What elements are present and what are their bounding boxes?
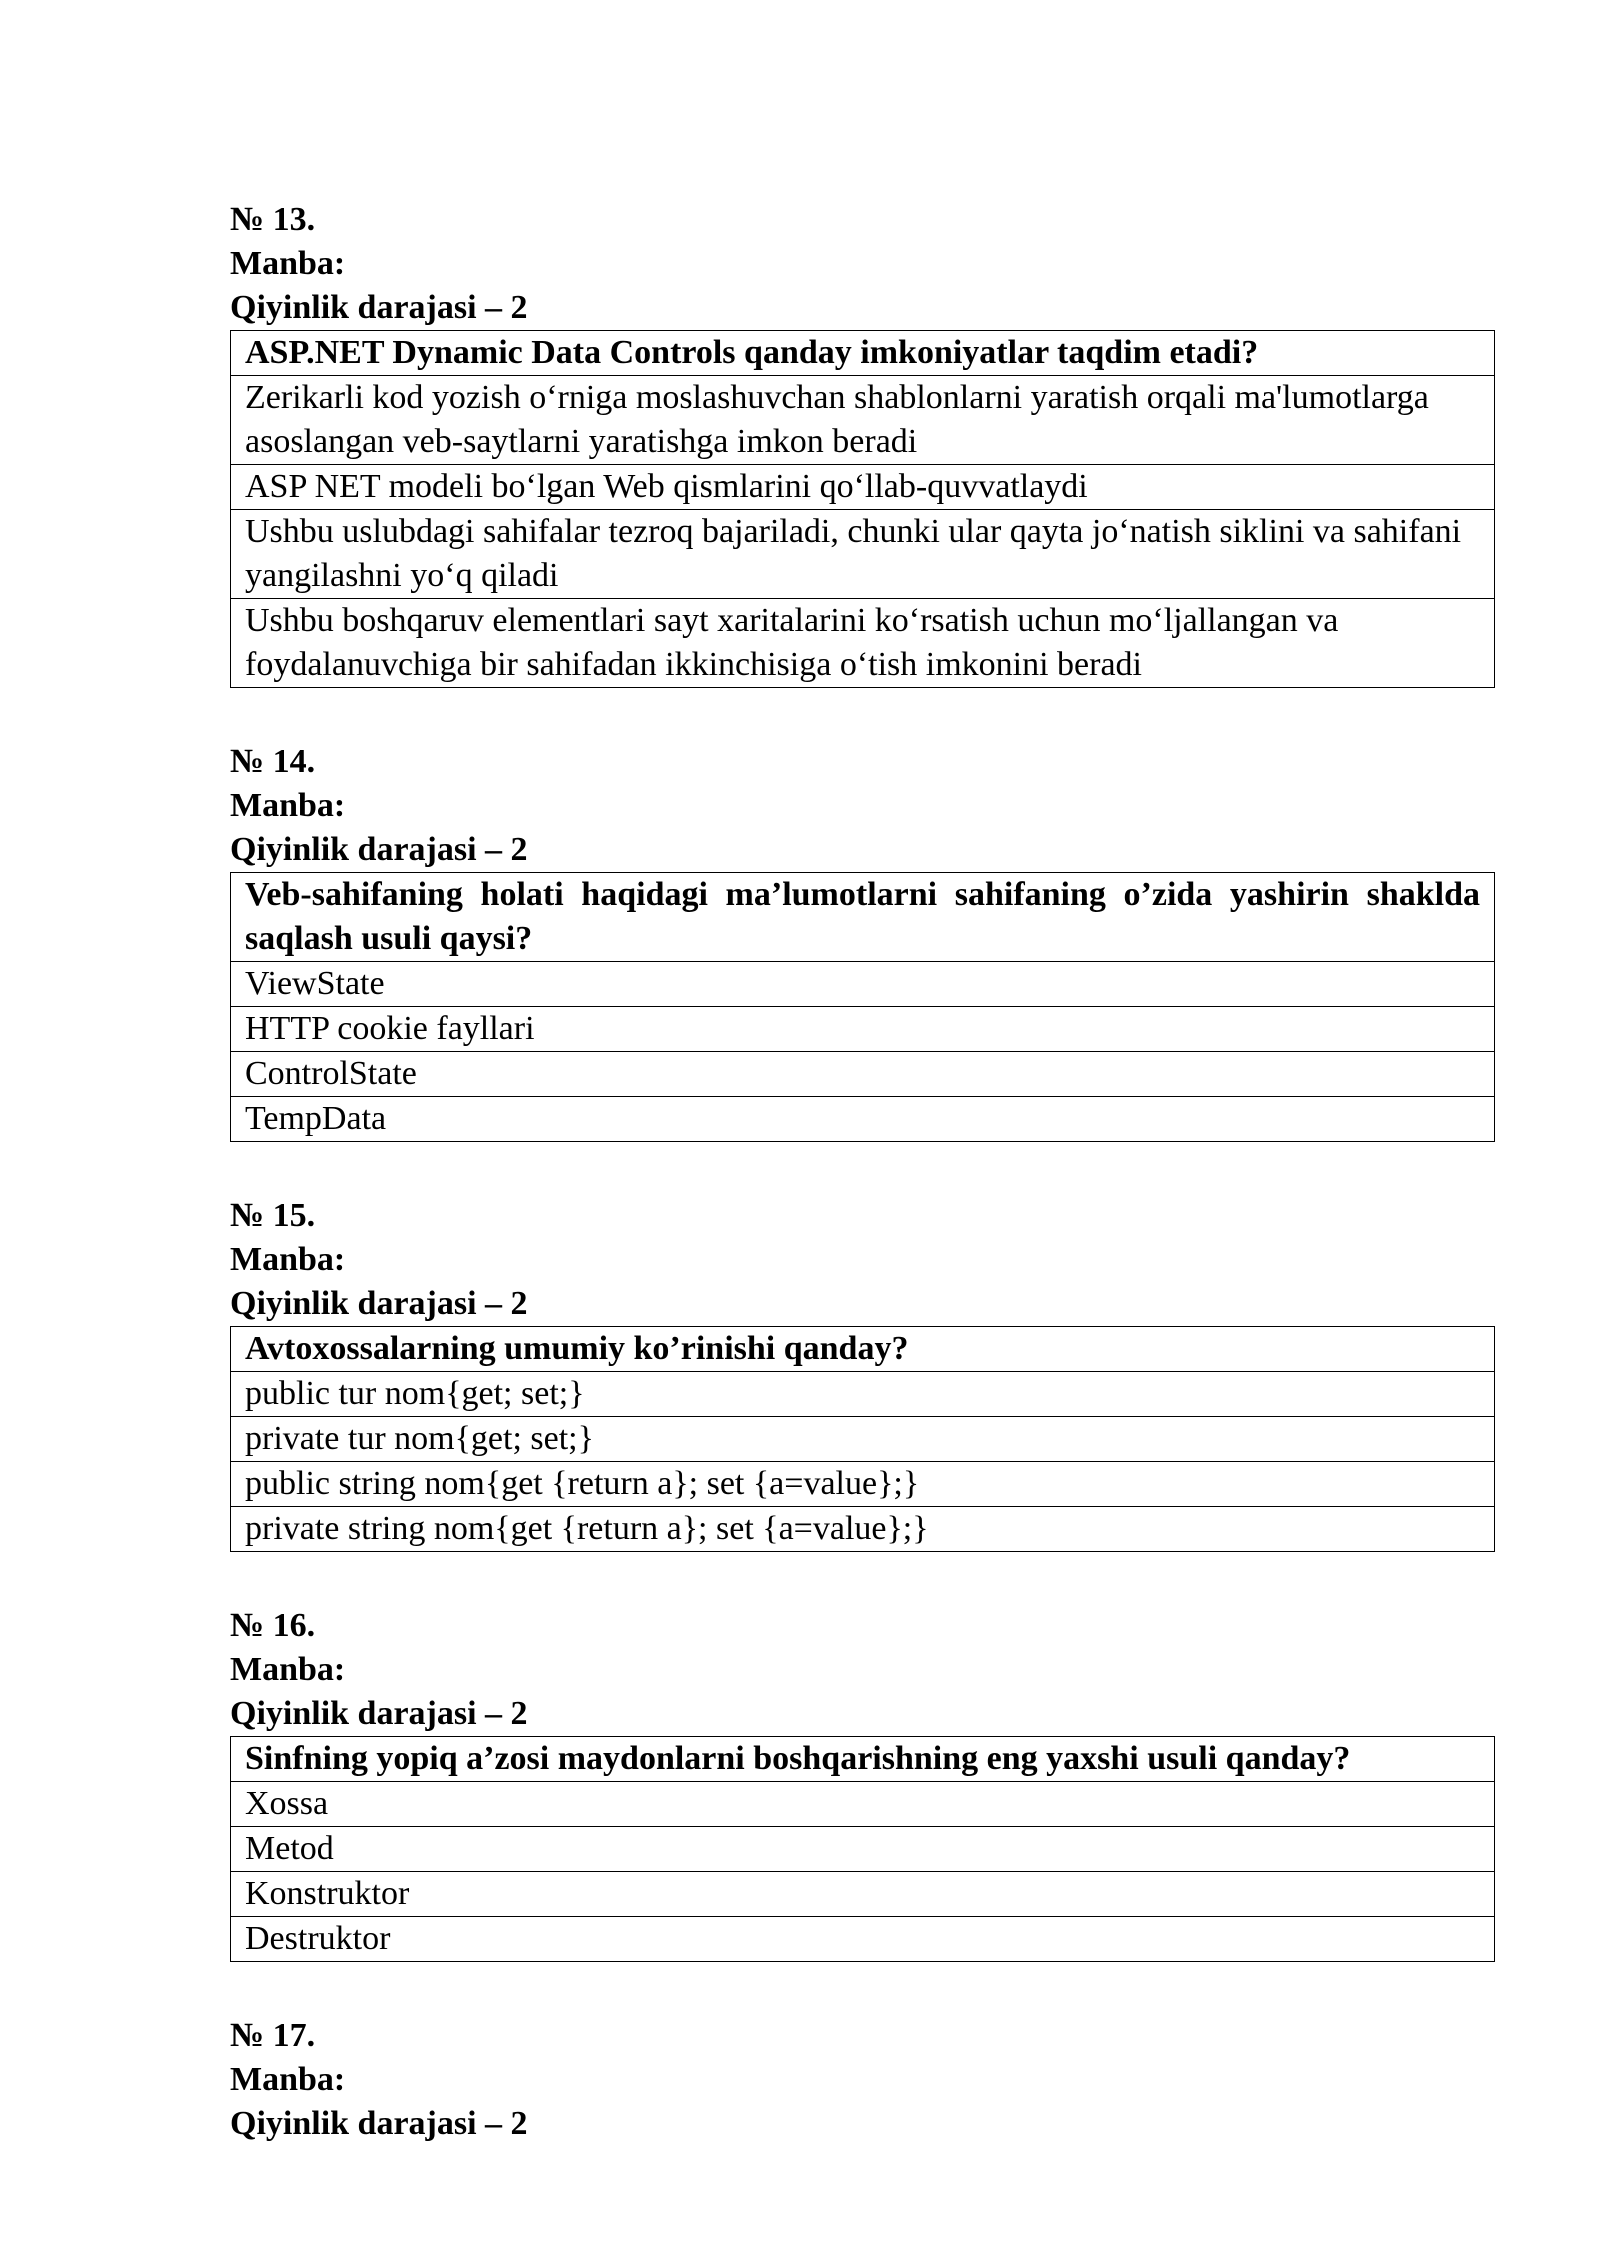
question-table <box>230 1736 1495 1962</box>
question-text: ASP.NET Dynamic Data Controls qanday imkoniyatlar taqdim etadi? <box>231 331 1495 376</box>
question-block-16 <box>230 1604 1495 1962</box>
question-block-17 <box>230 2014 1495 2146</box>
question-number: № 17. <box>230 2017 316 2054</box>
option-text: Konstruktor <box>231 1872 1495 1917</box>
question-row <box>231 1327 1495 1372</box>
question-block-13 <box>230 198 1495 688</box>
option-row <box>231 1462 1495 1507</box>
question-number: № 13. <box>230 201 316 238</box>
option-text: TempData <box>231 1097 1495 1142</box>
question-row <box>231 1737 1495 1782</box>
question-row <box>231 873 1495 962</box>
source-label: Manba: <box>230 245 346 282</box>
option-text: Ushbu boshqaruv elementlari sayt xaritalarini koʻrsatish uchun moʻljallangan va foydalanuvchiga bir sahifadan ikkinchisiga oʻtish imkonini beradi <box>231 599 1495 688</box>
option-row <box>231 1782 1495 1827</box>
option-text: public tur nom{get; set;} <box>231 1372 1495 1417</box>
difficulty-label: Qiyinlik darajasi – 2 <box>230 289 528 326</box>
question-number: № 16. <box>230 1607 316 1644</box>
option-row <box>231 1507 1495 1552</box>
question-number: № 15. <box>230 1197 316 1234</box>
question-text: Veb-sahifaning holati haqidagi ma’lumotlarni sahifaning o’zida yashirin shaklda saqlash usuli qaysi? <box>231 873 1495 962</box>
difficulty-label: Qiyinlik darajasi – 2 <box>230 2105 528 2142</box>
question-text: Sinfning yopiq a’zosi maydonlarni boshqarishning eng yaxshi usuli qanday? <box>231 1737 1495 1782</box>
option-row <box>231 1052 1495 1097</box>
option-text: HTTP cookie fayllari <box>231 1007 1495 1052</box>
question-table <box>230 872 1495 1142</box>
option-row <box>231 1872 1495 1917</box>
difficulty-label: Qiyinlik darajasi – 2 <box>230 1285 528 1322</box>
option-text: public string nom{get {return a}; set {a=value};} <box>231 1462 1495 1507</box>
option-text: Ushbu uslubdagi sahifalar tezroq bajariladi, chunki ular qayta joʻnatish siklini va sahifani yangilashni yoʻq qiladi <box>231 510 1495 599</box>
option-text: ViewState <box>231 962 1495 1007</box>
option-row <box>231 599 1495 688</box>
question-table <box>230 330 1495 688</box>
source-label: Manba: <box>230 787 346 824</box>
document-page <box>230 198 1495 2198</box>
difficulty-label: Qiyinlik darajasi – 2 <box>230 1695 528 1732</box>
option-row <box>231 1097 1495 1142</box>
question-block-14 <box>230 740 1495 1142</box>
option-text: Destruktor <box>231 1917 1495 1962</box>
option-row <box>231 1917 1495 1962</box>
source-label: Manba: <box>230 1651 346 1688</box>
option-row <box>231 1417 1495 1462</box>
question-table <box>230 1326 1495 1552</box>
question-row <box>231 331 1495 376</box>
difficulty-label: Qiyinlik darajasi – 2 <box>230 831 528 868</box>
option-row <box>231 510 1495 599</box>
source-label: Manba: <box>230 1241 346 1278</box>
option-text: private string nom{get {return a}; set {a=value};} <box>231 1507 1495 1552</box>
option-row <box>231 376 1495 465</box>
option-row <box>231 1372 1495 1417</box>
option-row <box>231 465 1495 510</box>
option-text: ControlState <box>231 1052 1495 1097</box>
question-number: № 14. <box>230 743 316 780</box>
question-text: Avtoxossalarning umumiy ko’rinishi qanday? <box>231 1327 1495 1372</box>
option-text: Zerikarli kod yozish oʻrniga moslashuvchan shablonlarni yaratish orqali ma'lumotlarga asoslangan veb-saytlarni yaratishga imkon beradi <box>231 376 1495 465</box>
question-block-15 <box>230 1194 1495 1552</box>
option-text: ASP NET modeli boʻlgan Web qismlarini qoʻllab-quvvatlaydi <box>231 465 1495 510</box>
option-row <box>231 1007 1495 1052</box>
option-row <box>231 1827 1495 1872</box>
option-text: Metod <box>231 1827 1495 1872</box>
option-text: Xossa <box>231 1782 1495 1827</box>
source-label: Manba: <box>230 2061 346 2098</box>
option-text: private tur nom{get; set;} <box>231 1417 1495 1462</box>
option-row <box>231 962 1495 1007</box>
